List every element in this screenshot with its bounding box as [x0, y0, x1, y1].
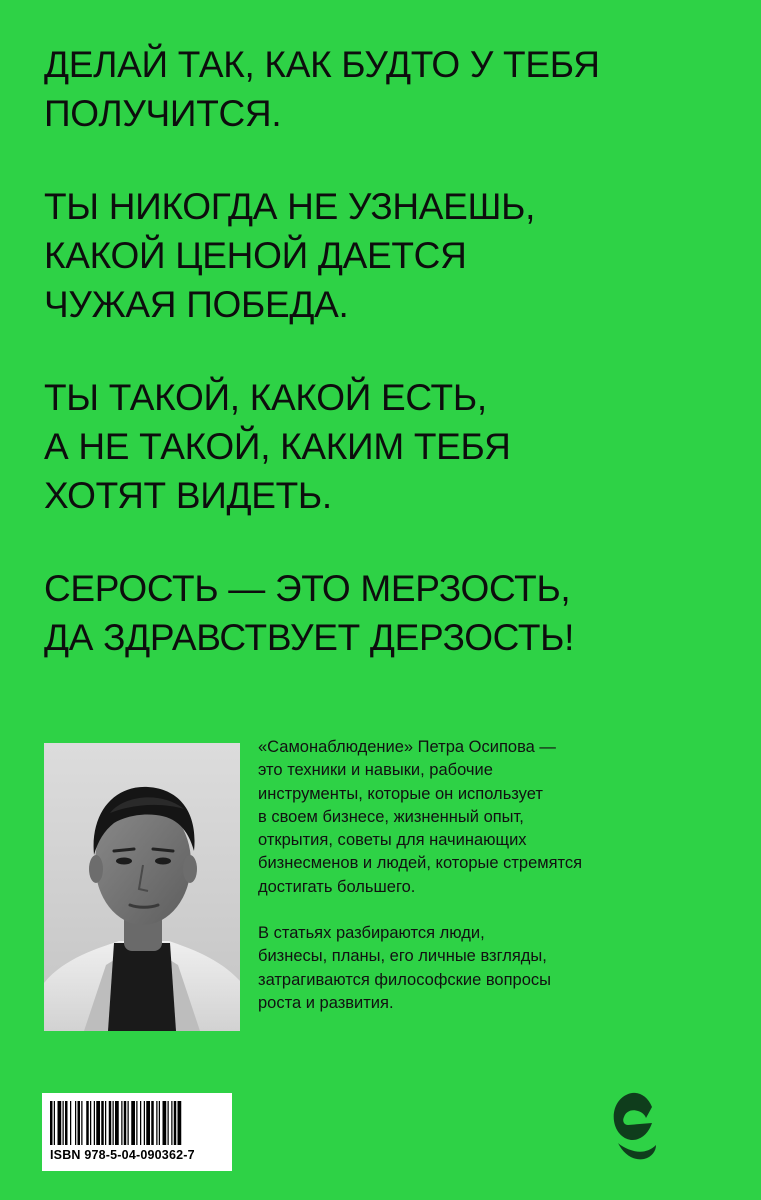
publisher-logo-icon [608, 1085, 660, 1167]
description-line: «Самонаблюдение» Петра Осипова — [258, 738, 556, 756]
barcode-bar [101, 1101, 104, 1145]
barcode-bar [159, 1101, 160, 1145]
quote-line: ЧУЖАЯ ПОБЕДА. [44, 284, 349, 325]
quote-1 [44, 40, 744, 138]
barcode-bar [115, 1101, 119, 1145]
description-line: это техники и навыки, рабочие [258, 761, 493, 780]
barcode-bar [178, 1101, 182, 1145]
barcode-bar [70, 1101, 71, 1145]
isbn-number: ISBN 978-5-04-090362-7 [50, 1148, 195, 1162]
quote-line: ПОЛУЧИТСЯ. [44, 93, 282, 134]
book-description [258, 736, 678, 1038]
back-cover-quotes [44, 40, 744, 706]
barcode-bar [146, 1101, 150, 1145]
description-line: роста и развития. [258, 993, 394, 1012]
barcode-bar [105, 1101, 106, 1145]
description-line: В статьях разбираются люди, [258, 924, 485, 943]
barcode-bar [163, 1101, 167, 1145]
description-line: открытия, советы для начинающих [258, 831, 527, 850]
description-line: затрагиваются философские вопросы [258, 970, 552, 989]
description-line: бизнесменов и людей, которые стремятся [258, 854, 583, 873]
barcode-bar [168, 1101, 169, 1145]
quote-line: ТЫ НИКОГДА НЕ УЗНАЕШЬ, [44, 186, 536, 227]
description-line: достигать большего. [258, 877, 416, 896]
barcode-bar [50, 1101, 53, 1145]
barcode-bar [78, 1101, 81, 1145]
barcode-bar [75, 1101, 76, 1145]
barcode-bar [81, 1101, 82, 1145]
barcode-bar [86, 1101, 89, 1145]
barcode-icon [50, 1101, 224, 1145]
barcode-bar [140, 1101, 141, 1145]
author-portrait-svg [44, 743, 240, 1031]
quote-line: СЕРОСТЬ — ЭТО МЕРЗОСТЬ, [44, 568, 571, 609]
barcode-bar [109, 1101, 112, 1145]
barcode-bar [151, 1101, 154, 1145]
description-paragraph-1 [258, 736, 678, 899]
barcode-bar [136, 1101, 137, 1145]
barcode-bar [144, 1101, 145, 1145]
barcode-bar [171, 1101, 172, 1145]
quote-line: ХОТЯТ ВИДЕТЬ. [44, 475, 332, 516]
barcode-bar [54, 1101, 55, 1145]
quote-4 [44, 564, 744, 662]
quote-line: ТЫ ТАКОЙ, КАКОЙ ЕСТЬ, [44, 377, 487, 418]
quote-line: А НЕ ТАКОЙ, КАКИМ ТЕБЯ [44, 426, 511, 467]
barcode-bar [128, 1101, 129, 1145]
description-line: бизнесы, планы, его личные взгляды, [258, 947, 547, 966]
barcode-bar [113, 1101, 114, 1145]
barcode-bar [63, 1101, 64, 1145]
barcode-bar [124, 1101, 127, 1145]
quote-3 [44, 373, 744, 520]
barcode-bar [58, 1101, 62, 1145]
barcode-bar [121, 1101, 122, 1145]
barcode-bar [96, 1101, 100, 1145]
barcode-bar [131, 1101, 135, 1145]
description-paragraph-2 [258, 922, 678, 1015]
author-portrait-icon [44, 743, 240, 1031]
barcode-bar [94, 1101, 95, 1145]
quote-line: ДЕЛАЙ ТАК, КАК БУДТО У ТЕБЯ [44, 44, 600, 85]
quote-line: КАКОЙ ЦЕНОЙ ДАЕТСЯ [44, 235, 467, 276]
description-line: инструменты, которые он использует [258, 784, 543, 803]
barcode-bar [90, 1101, 91, 1145]
barcode-bar [65, 1101, 68, 1145]
barcode-bar [156, 1101, 157, 1145]
quote-2 [44, 182, 744, 329]
quote-line: ДА ЗДРАВСТВУЕТ ДЕРЗОСТЬ! [44, 617, 575, 658]
description-line: в своем бизнесе, жизненный опыт, [258, 807, 524, 826]
barcode-bar [174, 1101, 177, 1145]
barcode-label [42, 1093, 232, 1171]
